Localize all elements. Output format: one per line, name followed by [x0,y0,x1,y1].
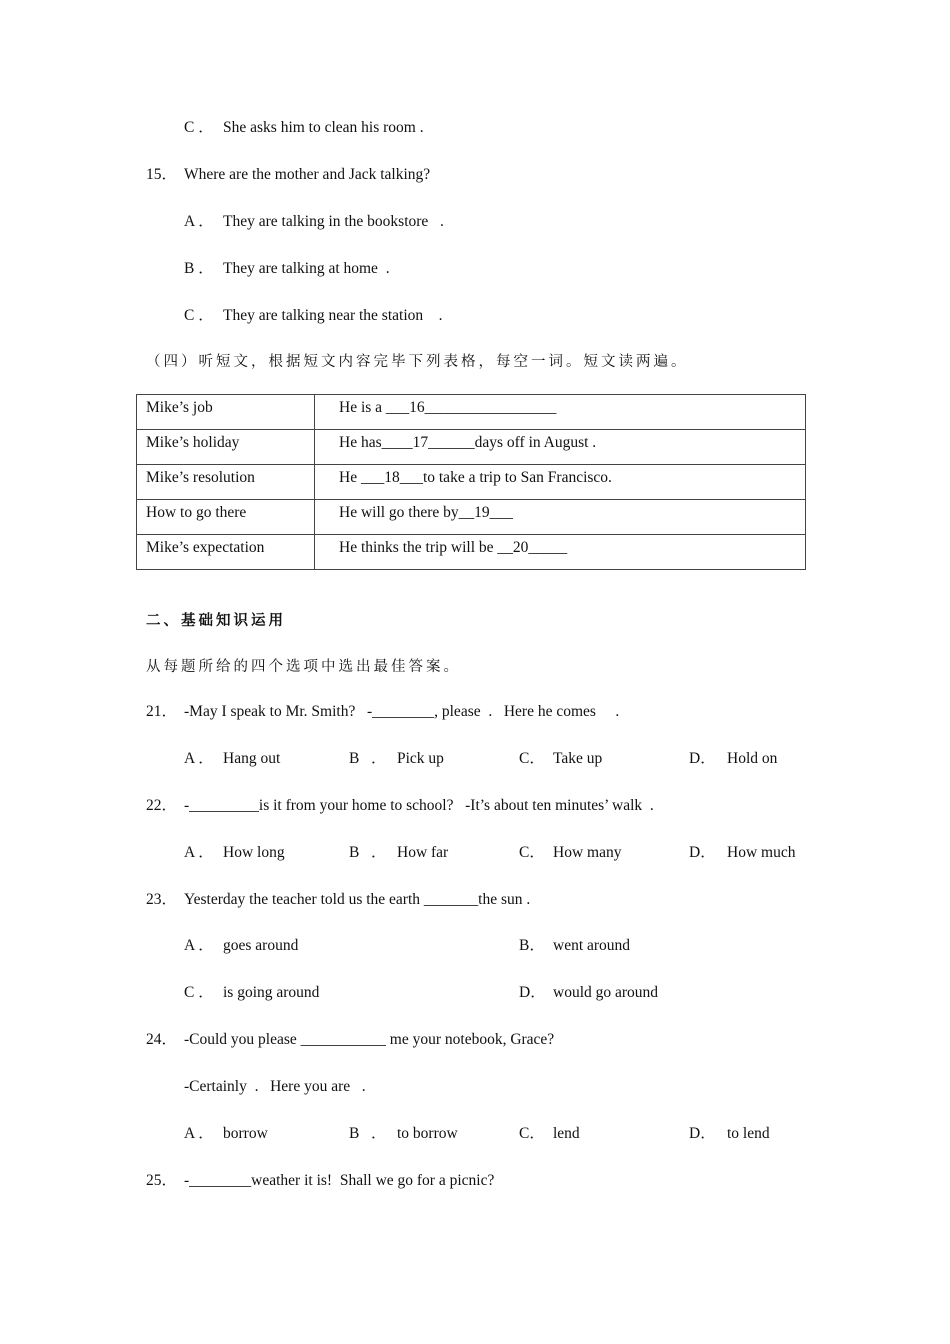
table-row [137,535,806,570]
part2-instruction: 从每题所给的四个选项中选出最佳答案。 [146,659,461,675]
q21-option-d-text: Hold on [727,750,778,767]
q14-option-c-letter: C ． [184,119,214,136]
table-row [137,430,806,465]
table-cell-value: He will go there by__19___ [315,500,806,535]
q23-number: 23． [146,891,178,908]
table-cell-value: He thinks the trip will be __20_____ [315,535,806,570]
q24-option-c-letter: C． [519,1125,545,1142]
table-cell-value: He has____17______days off in August . [315,430,806,465]
q22-number: 22． [146,797,178,814]
q21-option-a-letter: A ． [184,750,214,767]
q22-option-a-text: How long [223,844,285,861]
q24-option-b-letter: B ． [349,1125,387,1142]
q15-option-c-text: They are talking near the station . [223,307,443,324]
q23-option-a-text: goes around [223,937,299,954]
q23-option-b-text: went around [553,937,631,954]
q24-option-a-letter: A ． [184,1125,214,1142]
part2-title: 二、基础知识运用 [146,613,286,629]
table-cell-label: Mike’s holiday [137,430,315,465]
q22-option-d-text: How much [727,844,796,861]
q23-stem: Yesterday the teacher told us the earth _______the sun . [184,891,531,908]
q21-option-c-letter: C． [519,750,545,767]
table-cell-value: He ___18___to take a trip to San Francisco. [315,465,806,500]
q23-option-d-text: would go around [553,984,659,1001]
q15-option-b-letter: B ． [184,260,214,277]
q15-option-a-letter: A ． [184,213,214,230]
q22-option-b-text: How far [397,844,449,861]
q21-option-b-text: Pick up [397,750,444,767]
table-cell-value: He is a ___16_________________ [315,395,806,430]
q22-option-c-text: How many [553,844,622,861]
q24-option-d-letter: D． [689,1125,716,1142]
table-row [137,465,806,500]
q21-option-c-text: Take up [553,750,603,767]
table-cell-label: How to go there [137,500,315,535]
q23-option-c-text: is going around [223,984,320,1001]
q24-option-b-text: to borrow [397,1125,458,1142]
table-cell-label: Mike’s expectation [137,535,315,570]
q22-option-c-letter: C． [519,844,545,861]
q24-option-d-text: to lend [727,1125,770,1142]
q22-option-d-letter: D． [689,844,716,861]
q15-option-c-letter: C ． [184,307,214,324]
table-cell-label: Mike’s job [137,395,315,430]
q24-stem: -Could you please ___________ me your notebook, Grace? [184,1031,555,1048]
q22-option-b-letter: B ． [349,844,387,861]
q24-number: 24． [146,1031,178,1048]
q21-stem: -May I speak to Mr. Smith? -________, please . Here he comes . [184,703,620,720]
q22-option-a-letter: A ． [184,844,214,861]
fill-in-table [136,394,806,570]
q23-option-d-letter: D． [519,984,546,1001]
q23-option-a-letter: A ． [184,937,214,954]
q15-number: 15． [146,166,178,183]
q23-option-c-letter: C ． [184,984,214,1001]
q21-number: 21． [146,703,178,720]
q23-option-b-letter: B． [519,937,545,954]
q14-option-c-text: She asks him to clean his room . [223,119,424,136]
q25-number: 25． [146,1172,178,1189]
q21-option-d-letter: D． [689,750,716,767]
q22-stem: -_________is it from your home to school? -It’s about ten minutes’ walk . [184,797,654,814]
q24-option-a-text: borrow [223,1125,268,1142]
q25-stem: -________weather it is! Shall we go for a picnic? [184,1172,495,1189]
section4-title: （四）听短文，根据短文内容完毕下列表格，每空一词。短文读两遍。 [146,354,689,370]
q15-option-b-text: They are talking at home . [223,260,390,277]
q15-stem: Where are the mother and Jack talking? [184,166,431,183]
q21-option-a-text: Hang out [223,750,281,767]
q15-option-a-text: They are talking in the bookstore . [223,213,444,230]
q24-reply: -Certainly . Here you are . [184,1078,366,1095]
q24-option-c-text: lend [553,1125,580,1142]
table-row [137,500,806,535]
q21-option-b-letter: B ． [349,750,387,767]
table-row [137,395,806,430]
table-cell-label: Mike’s resolution [137,465,315,500]
